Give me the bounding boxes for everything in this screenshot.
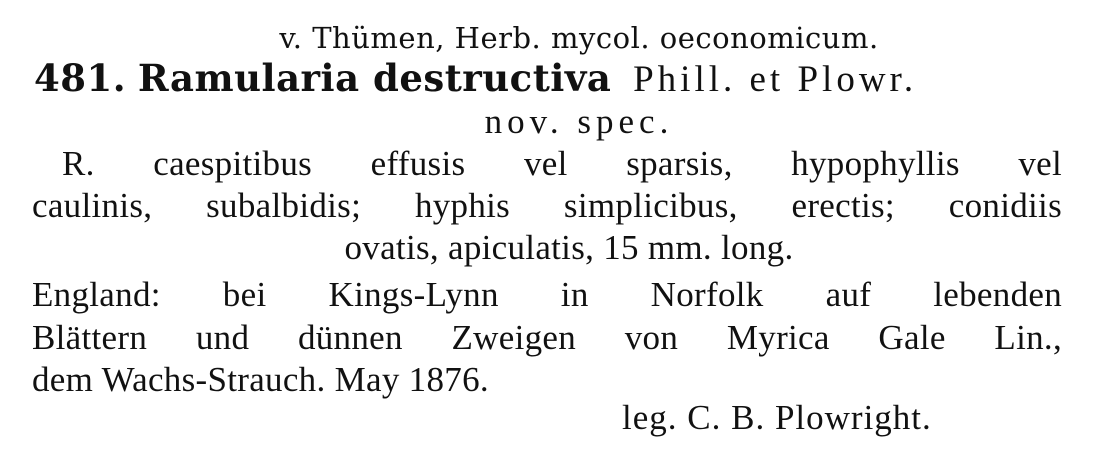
new-species-note: nov. spec. — [484, 102, 674, 141]
description-line-2: caulinis, subalbidis; hyphis simplicibus, erectis; conidiis — [32, 186, 1062, 225]
entry-number: 481. — [34, 56, 127, 100]
collector-line: leg. C. B. Plowright. — [622, 398, 932, 437]
species-authority: Phill. et Plowr. — [633, 59, 918, 100]
description-line-1: R. caespitibus effusis vel sparsis, hypophyllis vel — [62, 144, 1062, 183]
locality-line-3: dem Wachs-Strauch. May 1876. — [32, 360, 489, 399]
species-name: Ramularia destructiva — [137, 56, 612, 100]
entry-title — [34, 56, 918, 100]
series-header: v. Thümen, Herb. mycol. oeconomicum. — [279, 21, 879, 55]
locality-line-2: Blättern und dünnen Zweigen von Myrica Gale Lin., — [32, 318, 1062, 357]
description-line-3: ovatis, apiculatis, 15 mm. long. — [344, 228, 794, 267]
locality-line-1: England: bei Kings-Lynn in Norfolk auf lebenden — [32, 275, 1062, 314]
